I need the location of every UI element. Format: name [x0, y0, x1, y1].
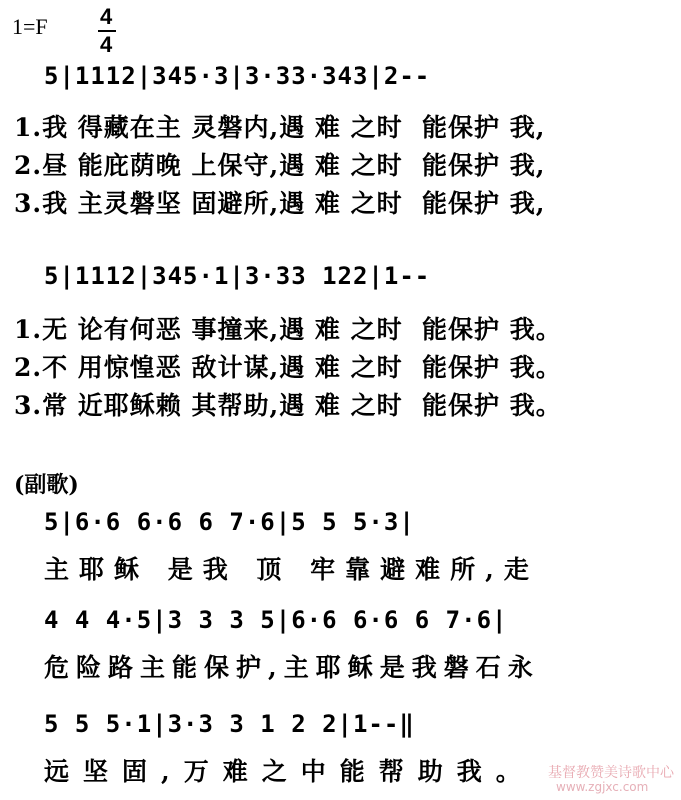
section2-lyric-2: 2.不 用惊惶恶 敌计谋,遇 难 之时 能保护 我。 [14, 353, 562, 382]
section2-lyric-3: 3.常 近耶稣赖 其帮助,遇 难 之时 能保护 我。 [14, 391, 562, 420]
chorus-lyric-2: 危险路主能保护,主耶稣是我磐石永 [44, 653, 540, 682]
chorus-label: (副歌) [14, 472, 79, 498]
chorus-lyric-1: 主耶稣 是我 顶 牢靠避难所,走 [44, 555, 539, 584]
time-signature-top: 4 [100, 4, 113, 29]
chorus-lyric-3: 远坚固,万难之中能帮助我。 [44, 757, 535, 786]
key-signature: 1=F [12, 14, 48, 39]
section1-lyric-3: 3.我 主灵磐坚 固避所,遇 难 之时 能保护 我, [14, 189, 546, 218]
watermark-text: 基督教赞美诗歌中心 [548, 765, 674, 781]
section1-notes: 5|1112|345·3|3·33·343|2-- [44, 62, 431, 90]
section1-lyric-1: 1.我 得藏在主 灵磐内,遇 难 之时 能保护 我, [14, 113, 546, 142]
chorus-notes-1: 5|6·6 6·6 6 7·6|5 5 5·3| [44, 508, 415, 536]
section1-lyric-2: 2.昼 能庇荫晚 上保守,遇 难 之时 能保护 我, [14, 151, 546, 180]
section2-lyric-1: 1.无 论有何恶 事撞来,遇 难 之时 能保护 我。 [14, 315, 562, 344]
watermark-url: www.zgjxc.com [556, 780, 649, 794]
section2-notes: 5|1112|345·1|3·33 122|1-- [44, 262, 431, 290]
chorus-notes-2: 4 4 4·5|3 3 3 5|6·6 6·6 6 7·6| [44, 606, 508, 634]
time-signature-bottom: 4 [100, 32, 113, 57]
chorus-notes-3: 5 5 5·1|3·3 3 1 2 2|1--‖ [44, 710, 415, 738]
